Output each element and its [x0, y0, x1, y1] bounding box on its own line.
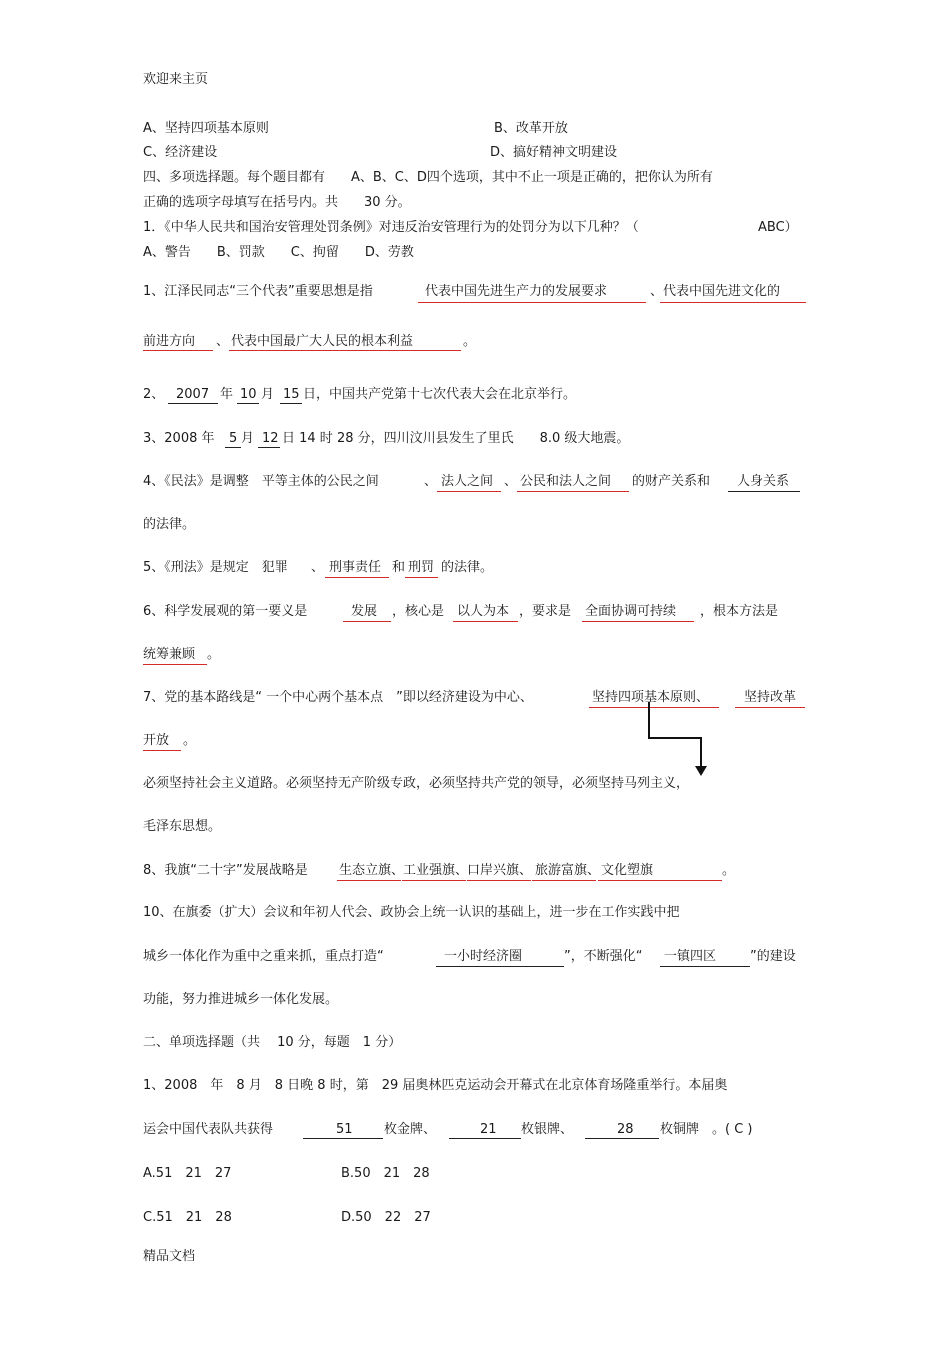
silver-count: 21 [480, 1122, 497, 1137]
fill-q2-rest: 日，中国共产党第十七次代表大会在北京举行。 [303, 387, 577, 402]
option-b: B、改革开放 [494, 121, 568, 136]
fill-q10-blank-2: 一镇四区 [664, 949, 717, 964]
fill-q1-blank-2: 代表中国先进文化的 [663, 284, 781, 299]
fill-q4-blank-3: 人身关系 [737, 474, 790, 489]
single-option-a: A.51 21 27 [143, 1166, 232, 1181]
fill-q8-blank-1: 生态立旗、 [339, 863, 405, 878]
fill-q2-day: 15 [283, 387, 300, 402]
fill-q8-blank-5: 文化塑旗 [601, 863, 654, 878]
arrow-connector-icon [640, 700, 720, 780]
fill-q3-rest: 日 14 时 28 分，四川汶川县发生了里氏 8.0 级大地震。 [282, 431, 630, 446]
period: 。 [722, 863, 736, 878]
page-footer: 精品文档 [143, 1249, 196, 1264]
multi-choice-instruction-2: 正确的选项字母填写在括号内。共 30 分。 [143, 195, 411, 210]
option-c: C、经济建设 [143, 145, 218, 160]
fill-q10-line-2-prefix: 城乡一体化作为重中之重来抓，重点打造“ [143, 949, 384, 964]
fill-q2-year: 2007 [176, 387, 210, 402]
gold-count: 51 [336, 1122, 353, 1137]
fill-q7-note-2: 毛泽东思想。 [143, 819, 222, 834]
multi-question-1-answer: ABC） [758, 220, 798, 235]
fill-q10-end: ”的建设 [750, 949, 796, 964]
period: 。 [207, 647, 221, 662]
fill-q6-blank-1: 发展 [351, 604, 378, 619]
bronze-unit-answer: 枚铜牌 。( C ) [660, 1122, 753, 1137]
separator: 、 [650, 284, 664, 299]
fill-q1-blank-1: 代表中国先进生产力的发展要求 [425, 284, 608, 299]
multi-question-1: 1．《中华人民共和国治安管理处罚条例》对违反治安管理行为的处罚分为以下几种？（ [143, 220, 639, 235]
fill-q4-blank-1: 法人之间 [441, 474, 494, 489]
fill-q7-blank-2: 坚持改革 [744, 690, 797, 705]
fill-q6-mid-3: ，根本方法是 [700, 604, 779, 619]
page-header: 欢迎来主页 [143, 72, 209, 87]
fill-q1-blank-3: 前进方向 [143, 334, 196, 349]
multi-question-1-options: A、警告 B、罚款 C、拘留 D、劳教 [143, 245, 414, 260]
month-unit: 月 [241, 431, 255, 446]
fill-q3-prefix: 3、2008 年 [143, 431, 215, 446]
fill-q6-mid-2: ，要求是 [519, 604, 572, 619]
fill-q7-note-1: 必须坚持社会主义道路。必须坚持无产阶级专政，必须坚持共产党的领导，必须坚持马列主义， [143, 776, 690, 791]
separator: 、 [216, 334, 230, 349]
period: 。 [183, 733, 197, 748]
fill-q5-end: 的法律。 [441, 560, 494, 575]
fill-q3-day: 12 [262, 431, 279, 446]
year-unit: 年 [220, 387, 234, 402]
separator: 、 [311, 560, 325, 575]
single-choice-title: 二、单项选择题（共 10 分，每题 1 分） [143, 1035, 402, 1050]
fill-q10-blank-1: 一小时经济圈 [444, 949, 523, 964]
fill-q6-blank-3: 全面协调可持续 [585, 604, 677, 619]
period: 。 [463, 334, 477, 349]
multi-choice-instruction: 四、多项选择题。每个题目都有 A、B、C、D四个选项，其中不止一项是正确的，把你认为所有 [143, 170, 713, 185]
fill-q8-blank-2: 工业强旗、 [403, 863, 469, 878]
fill-q6-mid-1: ，核心是 [392, 604, 445, 619]
fill-q1-blank-4: 代表中国最广大人民的根本利益 [231, 334, 414, 349]
single-option-b: B.50 21 28 [341, 1166, 430, 1181]
fill-q3-month: 5 [229, 431, 238, 446]
fill-q5-and: 和 [392, 560, 406, 575]
separator: 、 [424, 474, 438, 489]
fill-q8-prefix: 8、我旗“二十字”发展战略是 [143, 863, 308, 878]
separator: 、 [504, 474, 518, 489]
fill-q7-blank-1: 坚持四项基本原则、 [592, 690, 710, 705]
silver-unit: 枚银牌、 [521, 1122, 574, 1137]
fill-q4-mid: 的财产关系和 [632, 474, 711, 489]
fill-q10-line-1: 10、在旗委（扩大）会议和年初人代会、政协会上统一认识的基础上，进一步在工作实践中把 [143, 905, 680, 920]
single-option-d: D.50 22 27 [341, 1210, 431, 1225]
fill-q6-blank-2: 以人为本 [457, 604, 510, 619]
fill-q5-prefix: 5、《刑法》是规定 犯罪 [143, 560, 288, 575]
fill-q4-blank-2: 公民和法人之间 [520, 474, 612, 489]
fill-q7-prefix: 7、党的基本路线是“ 一个中心两个基本点 ”即以经济建设为中心、 [143, 690, 533, 705]
single-question-1: 1、2008 年 8 月 8 日晚 8 时，第 29 届奥林匹克运动会开幕式在北京体育场隆重举行。本届奥 [143, 1078, 728, 1093]
month-unit: 月 [261, 387, 275, 402]
single-question-1-prefix: 运会中国代表队共获得 [143, 1122, 274, 1137]
fill-q8-blank-3: 口岸兴旗、 [467, 863, 533, 878]
fill-q8-blank-4: 旅游富旗、 [535, 863, 601, 878]
gold-unit: 枚金牌、 [384, 1122, 437, 1137]
fill-q4-end: 的法律。 [143, 517, 196, 532]
fill-q4-prefix: 4、《民法》是调整 平等主体的公民之间 [143, 474, 379, 489]
fill-q6-blank-4: 统筹兼顾 [143, 647, 196, 662]
fill-q6-prefix: 6、科学发展观的第一要义是 [143, 604, 308, 619]
fill-q7-blank-3: 开放 [143, 733, 170, 748]
fill-q10-line-3: 功能，努力推进城乡一体化发展。 [143, 992, 339, 1007]
option-a: A、坚持四项基本原则 [143, 121, 269, 136]
fill-q2-month: 10 [240, 387, 257, 402]
option-d: D、搞好精神文明建设 [490, 145, 618, 160]
fill-q2-number: 2、 [143, 387, 165, 402]
bronze-count: 28 [617, 1122, 634, 1137]
fill-q5-blank-2: 刑罚 [408, 560, 435, 575]
single-option-c: C.51 21 28 [143, 1210, 232, 1225]
fill-q5-blank-1: 刑事责任 [329, 560, 382, 575]
fill-q10-mid: ”，不断强化“ [564, 949, 643, 964]
fill-q1-prefix: 1、江泽民同志“三个代表”重要思想是指 [143, 284, 373, 299]
